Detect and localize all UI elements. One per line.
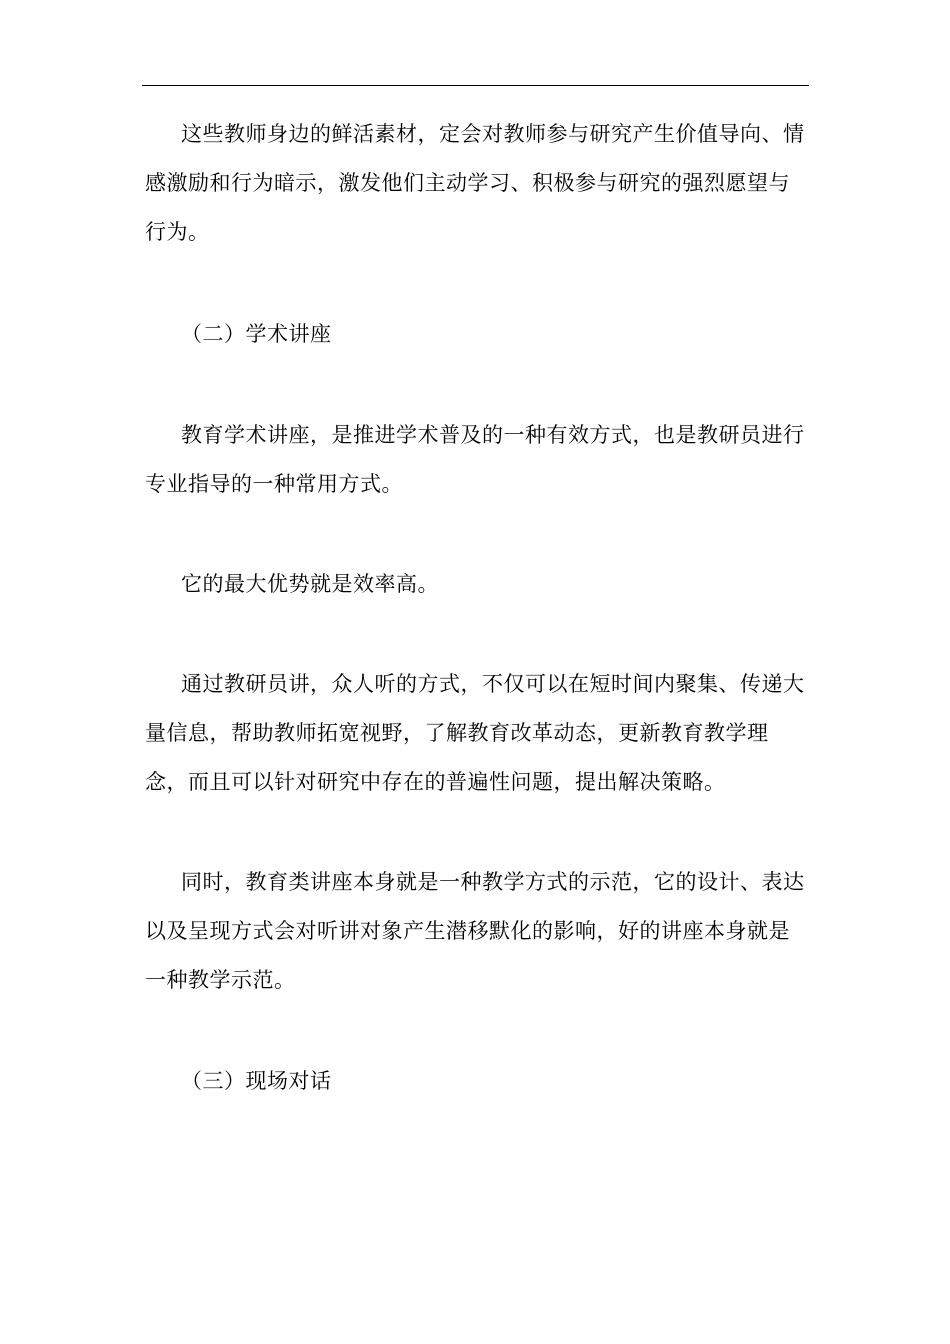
paragraph: 同时，教育类讲座本身就是一种教学方式的示范，它的设计、表达以及呈现方式会对听讲对象产生潜移默化的影响，好的讲座本身就是一种教学示范。 — [145, 870, 805, 992]
paragraph: 通过教研员讲，众人听的方式，不仅可以在短时间内聚集、传递大量信息，帮助教师拓宽视野，了解教育改革动态，更新教育教学理念，而且可以针对研究中存在的普遍性问题，提出解决策略。 — [145, 672, 805, 794]
paragraph: 它的最大优势就是效率高。 — [181, 572, 439, 596]
paragraph: 这些教师身边的鲜活素材，定会对教师参与研究产生价值导向、情感激励和行为暗示，激发他们主动学习、积极参与研究的强烈愿望与行为。 — [145, 122, 805, 244]
header-rule — [142, 85, 809, 86]
section-heading: （二）学术讲座 — [181, 322, 332, 346]
paragraph: 教育学术讲座，是推进学术普及的一种有效方式，也是教研员进行专业指导的一种常用方式。 — [145, 423, 805, 496]
section-heading: （三）现场对话 — [181, 1069, 332, 1093]
